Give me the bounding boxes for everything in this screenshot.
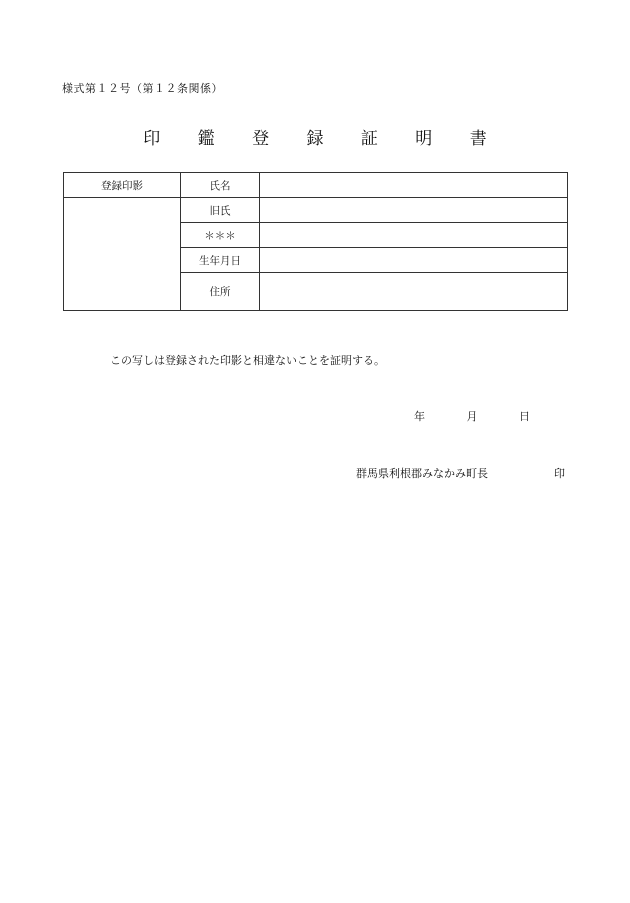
birthdate-label: 生年月日 [181, 248, 260, 273]
certificate-table [63, 172, 568, 311]
name-value [260, 173, 568, 198]
birthdate-value [260, 248, 568, 273]
seal-impression-cell [64, 198, 181, 311]
former-name-label: 旧氏 [181, 198, 260, 223]
document-title: 印 鑑 登 録 証 明 書 [143, 129, 503, 149]
issuer-name: 群馬県利根郡みなかみ町長 [356, 467, 488, 480]
seal-mark: 印 [554, 467, 565, 480]
address-label: 住所 [181, 273, 260, 311]
date-line [414, 408, 530, 424]
date-month-label: 月 [466, 410, 478, 423]
table-row [64, 173, 568, 198]
masked-label: ＊＊＊ [181, 223, 260, 248]
date-year-label: 年 [414, 410, 425, 423]
form-number: 様式第１２号（第１２条関係） [62, 82, 223, 95]
address-value [260, 273, 568, 311]
masked-value [260, 223, 568, 248]
name-label: 氏名 [181, 173, 260, 198]
seal-header-cell: 登録印影 [64, 173, 181, 198]
certification-statement: この写しは登録された印影と相違ないことを証明する。 [110, 354, 385, 367]
former-name-value [260, 198, 568, 223]
table-row [64, 198, 568, 223]
date-day-label: 日 [519, 410, 530, 423]
